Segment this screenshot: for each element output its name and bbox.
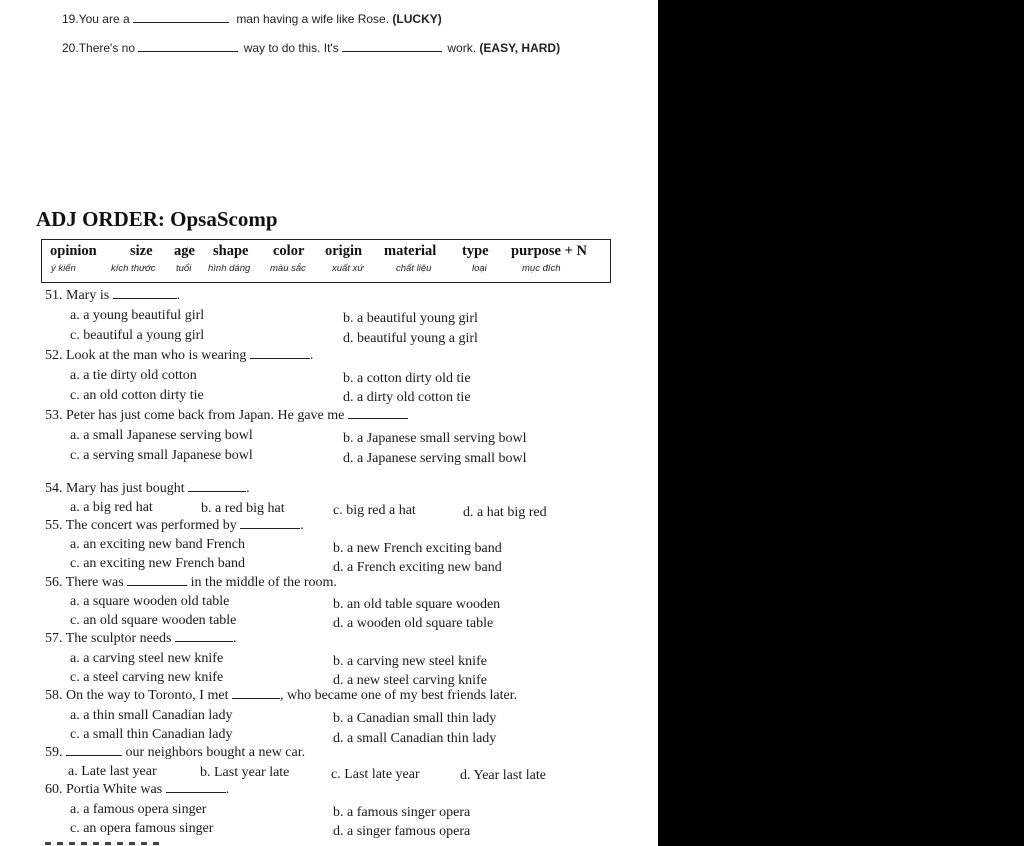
option-59-b[interactable]: b. Last year late (200, 765, 290, 780)
option-54-d[interactable]: d. a hat big red (463, 505, 547, 520)
option-58-b[interactable]: b. a Canadian small thin lady (333, 711, 497, 726)
order-col-shape-vi: hình dáng (208, 263, 251, 274)
option-56-c[interactable]: c. an old square wooden table (70, 613, 237, 628)
option-text: a famous opera singer (83, 802, 207, 817)
option-54-b[interactable]: b. a red big hat (201, 501, 285, 516)
question-number: 51. (45, 288, 63, 303)
question-58 (45, 688, 517, 704)
question-text: You are a (78, 12, 130, 26)
answer-blank (113, 288, 177, 299)
question-stem: There was (65, 575, 124, 590)
question-60 (45, 782, 229, 798)
question-stem: Peter has just come back from Japan. He gave me (66, 408, 345, 423)
option-text: an exciting new French band (83, 556, 245, 571)
option-text: a small thin Canadian lady (83, 727, 233, 742)
option-57-b[interactable]: b. a carving new steel knife (333, 654, 487, 669)
order-col-origin: origin (325, 243, 363, 259)
answer-blank (250, 348, 310, 359)
question-stem-end: . (246, 481, 250, 496)
question-number: 56. (45, 575, 63, 590)
option-53-c[interactable]: c. a serving small Japanese bowl (70, 448, 253, 463)
option-59-d[interactable]: d. Year last late (460, 768, 546, 783)
option-text: an old table square wooden (347, 597, 501, 612)
question-stem-end: . (300, 518, 304, 533)
option-60-c[interactable]: c. an opera famous singer (70, 821, 214, 836)
question-stem-end: . (309, 348, 314, 363)
option-55-c[interactable]: c. an exciting new French band (70, 556, 245, 571)
option-text: an exciting new band French (83, 537, 245, 552)
answer-blank (133, 12, 229, 23)
question-stem: Portia White was (66, 782, 163, 797)
question-stem: Mary has just bought (66, 481, 185, 496)
order-col-purpose-vi: mục đích (522, 263, 561, 274)
option-51-a[interactable]: a. a young beautiful girl (70, 308, 205, 323)
option-59-c[interactable]: c. Last late year (331, 767, 420, 782)
option-text: a singer famous opera (347, 824, 471, 839)
adjective-order-table (41, 239, 611, 283)
question-number: 52. (45, 348, 63, 363)
order-col-origin-vi: xuất xứ (332, 263, 364, 274)
option-54-c[interactable]: c. big red a hat (333, 503, 416, 518)
option-text: Last year late (214, 765, 290, 780)
option-55-a[interactable]: a. an exciting new band French (70, 537, 245, 552)
option-53-a[interactable]: a. a small Japanese serving bowl (70, 428, 253, 443)
option-57-d[interactable]: d. a new steel carving knife (333, 673, 487, 688)
word-hint: (LUCKY) (392, 12, 442, 26)
question-stem: Look at the man who is wearing (66, 348, 247, 363)
answer-blank (232, 688, 280, 699)
option-60-d[interactable]: d. a singer famous opera (333, 824, 471, 839)
question-stem-end: , who became one of my best friends later. (279, 688, 518, 703)
question-stem: Mary is (66, 288, 110, 303)
black-margin (658, 0, 1024, 846)
option-text: a Japanese serving small bowl (357, 451, 527, 466)
option-text: a new steel carving knife (347, 673, 487, 688)
option-57-a[interactable]: a. a carving steel new knife (70, 651, 224, 666)
question-stem-end: . (233, 631, 237, 646)
option-52-a[interactable]: a. a tie dirty old cotton (70, 368, 197, 383)
option-text: a new French exciting band (347, 541, 502, 556)
question-text: way to do this. It's (243, 41, 339, 55)
answer-blank (138, 41, 238, 52)
question-stem-end: . (176, 288, 181, 303)
order-col-age: age (174, 243, 195, 259)
order-col-age-vi: tuổi (176, 263, 192, 274)
option-text: a French exciting new band (347, 560, 502, 575)
order-col-purpose: purpose + N (511, 243, 587, 259)
answer-blank (166, 782, 226, 793)
answer-blank (348, 408, 408, 419)
question-53 (45, 408, 408, 424)
option-text: a serving small Japanese bowl (83, 448, 253, 463)
option-text: a square wooden old table (83, 594, 230, 609)
option-text: Last late year (344, 767, 420, 782)
option-text: a carving new steel knife (347, 654, 487, 669)
option-text: a young beautiful girl (83, 308, 205, 323)
section-heading: ADJ ORDER: OpsaScomp (36, 207, 278, 231)
question-number: 55. (45, 518, 63, 533)
order-col-size: size (130, 243, 153, 259)
order-col-color: color (273, 243, 305, 259)
option-text: a cotton dirty old tie (357, 371, 471, 386)
question-text: work. (447, 41, 477, 55)
option-60-a[interactable]: a. a famous opera singer (70, 802, 207, 817)
question-number: 54. (45, 481, 63, 496)
option-58-c[interactable]: c. a small thin Canadian lady (70, 727, 233, 742)
question-stem: The concert was performed by (65, 518, 237, 533)
question-number: 57. (45, 631, 63, 646)
answer-blank (188, 481, 246, 492)
order-col-opinion-vi: ý kiến (51, 263, 76, 274)
option-text: a thin small Canadian lady (83, 708, 233, 723)
option-55-d[interactable]: d. a French exciting new band (333, 560, 502, 575)
order-col-material-vi: chất liệu (396, 263, 432, 274)
question-number: 58. (45, 688, 63, 703)
answer-blank (240, 518, 300, 529)
option-text: a famous singer opera (347, 805, 471, 820)
option-56-d[interactable]: d. a wooden old square table (333, 616, 494, 631)
question-51 (45, 288, 180, 304)
option-text: a steel carving new knife (83, 670, 224, 685)
option-53-d[interactable]: d. a Japanese serving small bowl (343, 451, 527, 466)
question-55 (45, 518, 304, 534)
question-number: 60. (45, 782, 63, 797)
option-51-d[interactable]: d. beautiful young a girl (343, 331, 478, 346)
question-54 (45, 481, 250, 497)
option-text: an old square wooden table (83, 613, 237, 628)
question-number: 20. (62, 41, 79, 55)
option-text: a tie dirty old cotton (83, 368, 197, 383)
question-stem-end: in the middle of the room. (190, 575, 337, 590)
option-59-a[interactable]: a. Late last year (68, 764, 157, 779)
option-text: a Canadian small thin lady (347, 711, 497, 726)
question-52 (45, 348, 313, 364)
option-text: a dirty old cotton tie (357, 390, 471, 405)
question-number: 19. (62, 12, 79, 26)
option-54-a[interactable]: a. a big red hat (70, 500, 153, 515)
option-text: a red big hat (215, 501, 285, 516)
option-58-d[interactable]: d. a small Canadian thin lady (333, 731, 497, 746)
option-text: an opera famous singer (83, 821, 214, 836)
option-text: Year last late (473, 768, 546, 783)
option-52-c[interactable]: c. an old cotton dirty tie (70, 388, 204, 403)
option-text: a small Canadian thin lady (347, 731, 497, 746)
question-text: man having a wife like Rose. (236, 12, 390, 26)
option-text: beautiful young a girl (357, 331, 478, 346)
order-col-material: material (384, 243, 437, 259)
question-57 (45, 631, 237, 647)
option-text: a hat big red (477, 505, 547, 520)
option-text: big red a hat (346, 503, 416, 518)
option-57-c[interactable]: c. a steel carving new knife (70, 670, 224, 685)
cutoff-text-fragment (45, 842, 165, 845)
option-60-b[interactable]: b. a famous singer opera (333, 805, 471, 820)
option-text: an old cotton dirty tie (83, 388, 204, 403)
option-56-a[interactable]: a. a square wooden old table (70, 594, 230, 609)
order-col-type: type (462, 243, 489, 259)
order-col-size-vi: kích thước (111, 263, 156, 274)
option-text: Late last year (81, 764, 157, 779)
order-col-opinion: opinion (50, 243, 97, 259)
option-52-b[interactable]: b. a cotton dirty old tie (343, 371, 471, 386)
option-53-b[interactable]: b. a Japanese small serving bowl (343, 431, 527, 446)
answer-blank (66, 745, 122, 756)
question-59 (45, 745, 305, 761)
option-text: a big red hat (83, 500, 153, 515)
option-text: a beautiful young girl (357, 311, 478, 326)
question-19 (62, 12, 442, 26)
question-56 (45, 575, 337, 591)
order-col-shape: shape (213, 243, 249, 259)
question-20 (62, 41, 560, 55)
option-text: beautiful a young girl (83, 328, 205, 343)
answer-blank (175, 631, 233, 642)
question-stem-end: . (225, 782, 230, 797)
question-number: 53. (45, 408, 63, 423)
question-stem: The sculptor needs (65, 631, 172, 646)
answer-blank (342, 41, 442, 52)
option-text: a wooden old square table (347, 616, 494, 631)
order-col-color-vi: màu sắc (270, 263, 306, 274)
option-51-c[interactable]: c. beautiful a young girl (70, 328, 205, 343)
option-text: a Japanese small serving bowl (357, 431, 527, 446)
question-text: There's no (78, 41, 136, 55)
question-stem-end: our neighbors bought a new car. (125, 745, 306, 760)
option-text: a small Japanese serving bowl (83, 428, 253, 443)
option-51-b[interactable]: b. a beautiful young girl (343, 311, 478, 326)
question-stem: On the way to Toronto, I met (66, 688, 229, 703)
option-52-d[interactable]: d. a dirty old cotton tie (343, 390, 471, 405)
option-56-b[interactable]: b. an old table square wooden (333, 597, 501, 612)
order-col-type-vi: loại (472, 263, 487, 274)
option-55-b[interactable]: b. a new French exciting band (333, 541, 502, 556)
word-hint: (EASY, HARD) (479, 41, 561, 55)
answer-blank (127, 575, 187, 586)
option-text: a carving steel new knife (83, 651, 224, 666)
option-58-a[interactable]: a. a thin small Canadian lady (70, 708, 233, 723)
question-number: 59. (45, 745, 63, 760)
